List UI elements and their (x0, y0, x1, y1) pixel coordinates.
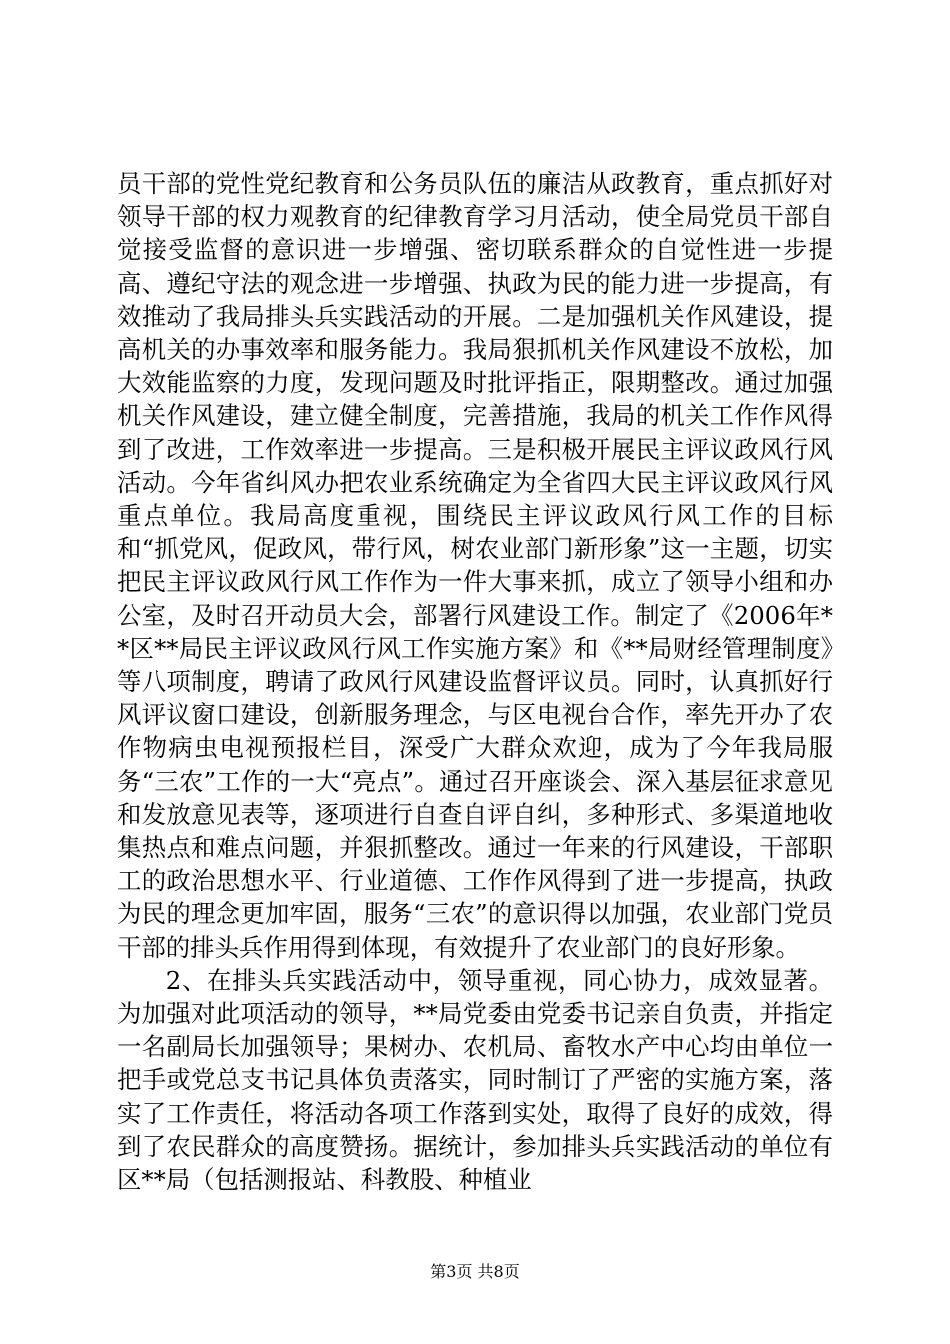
page-footer: 第3页 共8页 (430, 1262, 520, 1281)
paragraph-continued: 员干部的党性党纪教育和公务员队伍的廉洁从政教育，重点抓好对领导干部的权力观教育的纪律教育学习月活动，使全局党员干部自觉接受监督的意识进一步增强、密切联系群众的自觉性进一步提高、遵纪守法的观念进一步增强、执政为民的能力进一步提高，有效推动了我局排头兵实践活动的开展。二是加强机关作风建设，提高机关的办事效率和服务能力。我局狠抓机关作风建设不放松，加大效能监察的力度，发现问题及时批评指正，限期整改。通过加强机关作风建设，建立健全制度，完善措施，我局的机关工作作风得到了改进，工作效率进一步提高。三是积极开展民主评议政风行风活动。今年省纠风办把农业系统确定为全省四大民主评议政风行风重点单位。我局高度重视，围绕民主评议政风行风工作的目标和“抓党风，促政风，带行风，树农业部门新形象”这一主题，切实把民主评议政风行风工作作为一件大事来抓，成立了领导小组和办公室，及时召开动员大会，部署行风建设工作。制定了《2006年**区**局民主评议政风行风工作实施方案》和《**局财经管理制度》等八项制度，聘请了政风行风建设监督评议员。同时，认真抓好行风评议窗口建设，创新服务理念，与区电视台合作，率先开办了农作物病虫电视预报栏目，深受广大群众欢迎，成为了今年我局服务“三农”工作的一大“亮点”。通过召开座谈会、深入基层征求意见和发放意见表等，逐项进行自查自评自纠，多种形式、多渠道地收集热点和难点问题，并狠抓整改。通过一年来的行风建设，干部职工的政治思想水平、行业道德、工作作风得到了进一步提高，执政为民的理念更加牢固，服务“三农”的意识得以加强，农业部门党员干部的排头兵作用得到体现，有效提升了农业部门的良好形象。 (117, 169, 833, 962)
body-text (117, 167, 833, 1196)
paragraph-2: 2、在排头兵实践活动中，领导重视，同心协力，成效显著。为加强对此项活动的领导，**局党委由党委书记亲自负责，并指定一名副局长加强领导；果树办、农机局、畜牧水产中心均由单位一把手或党总支书记具体负责落实，同时制订了严密的实施方案，落实了工作责任，将活动各项工作落到实处，取得了良好的成效，得到了农民群众的高度赞扬。据统计，参加排头兵实践活动的单位有区**局（包括测报站、科教股、种植业 (117, 965, 833, 1195)
